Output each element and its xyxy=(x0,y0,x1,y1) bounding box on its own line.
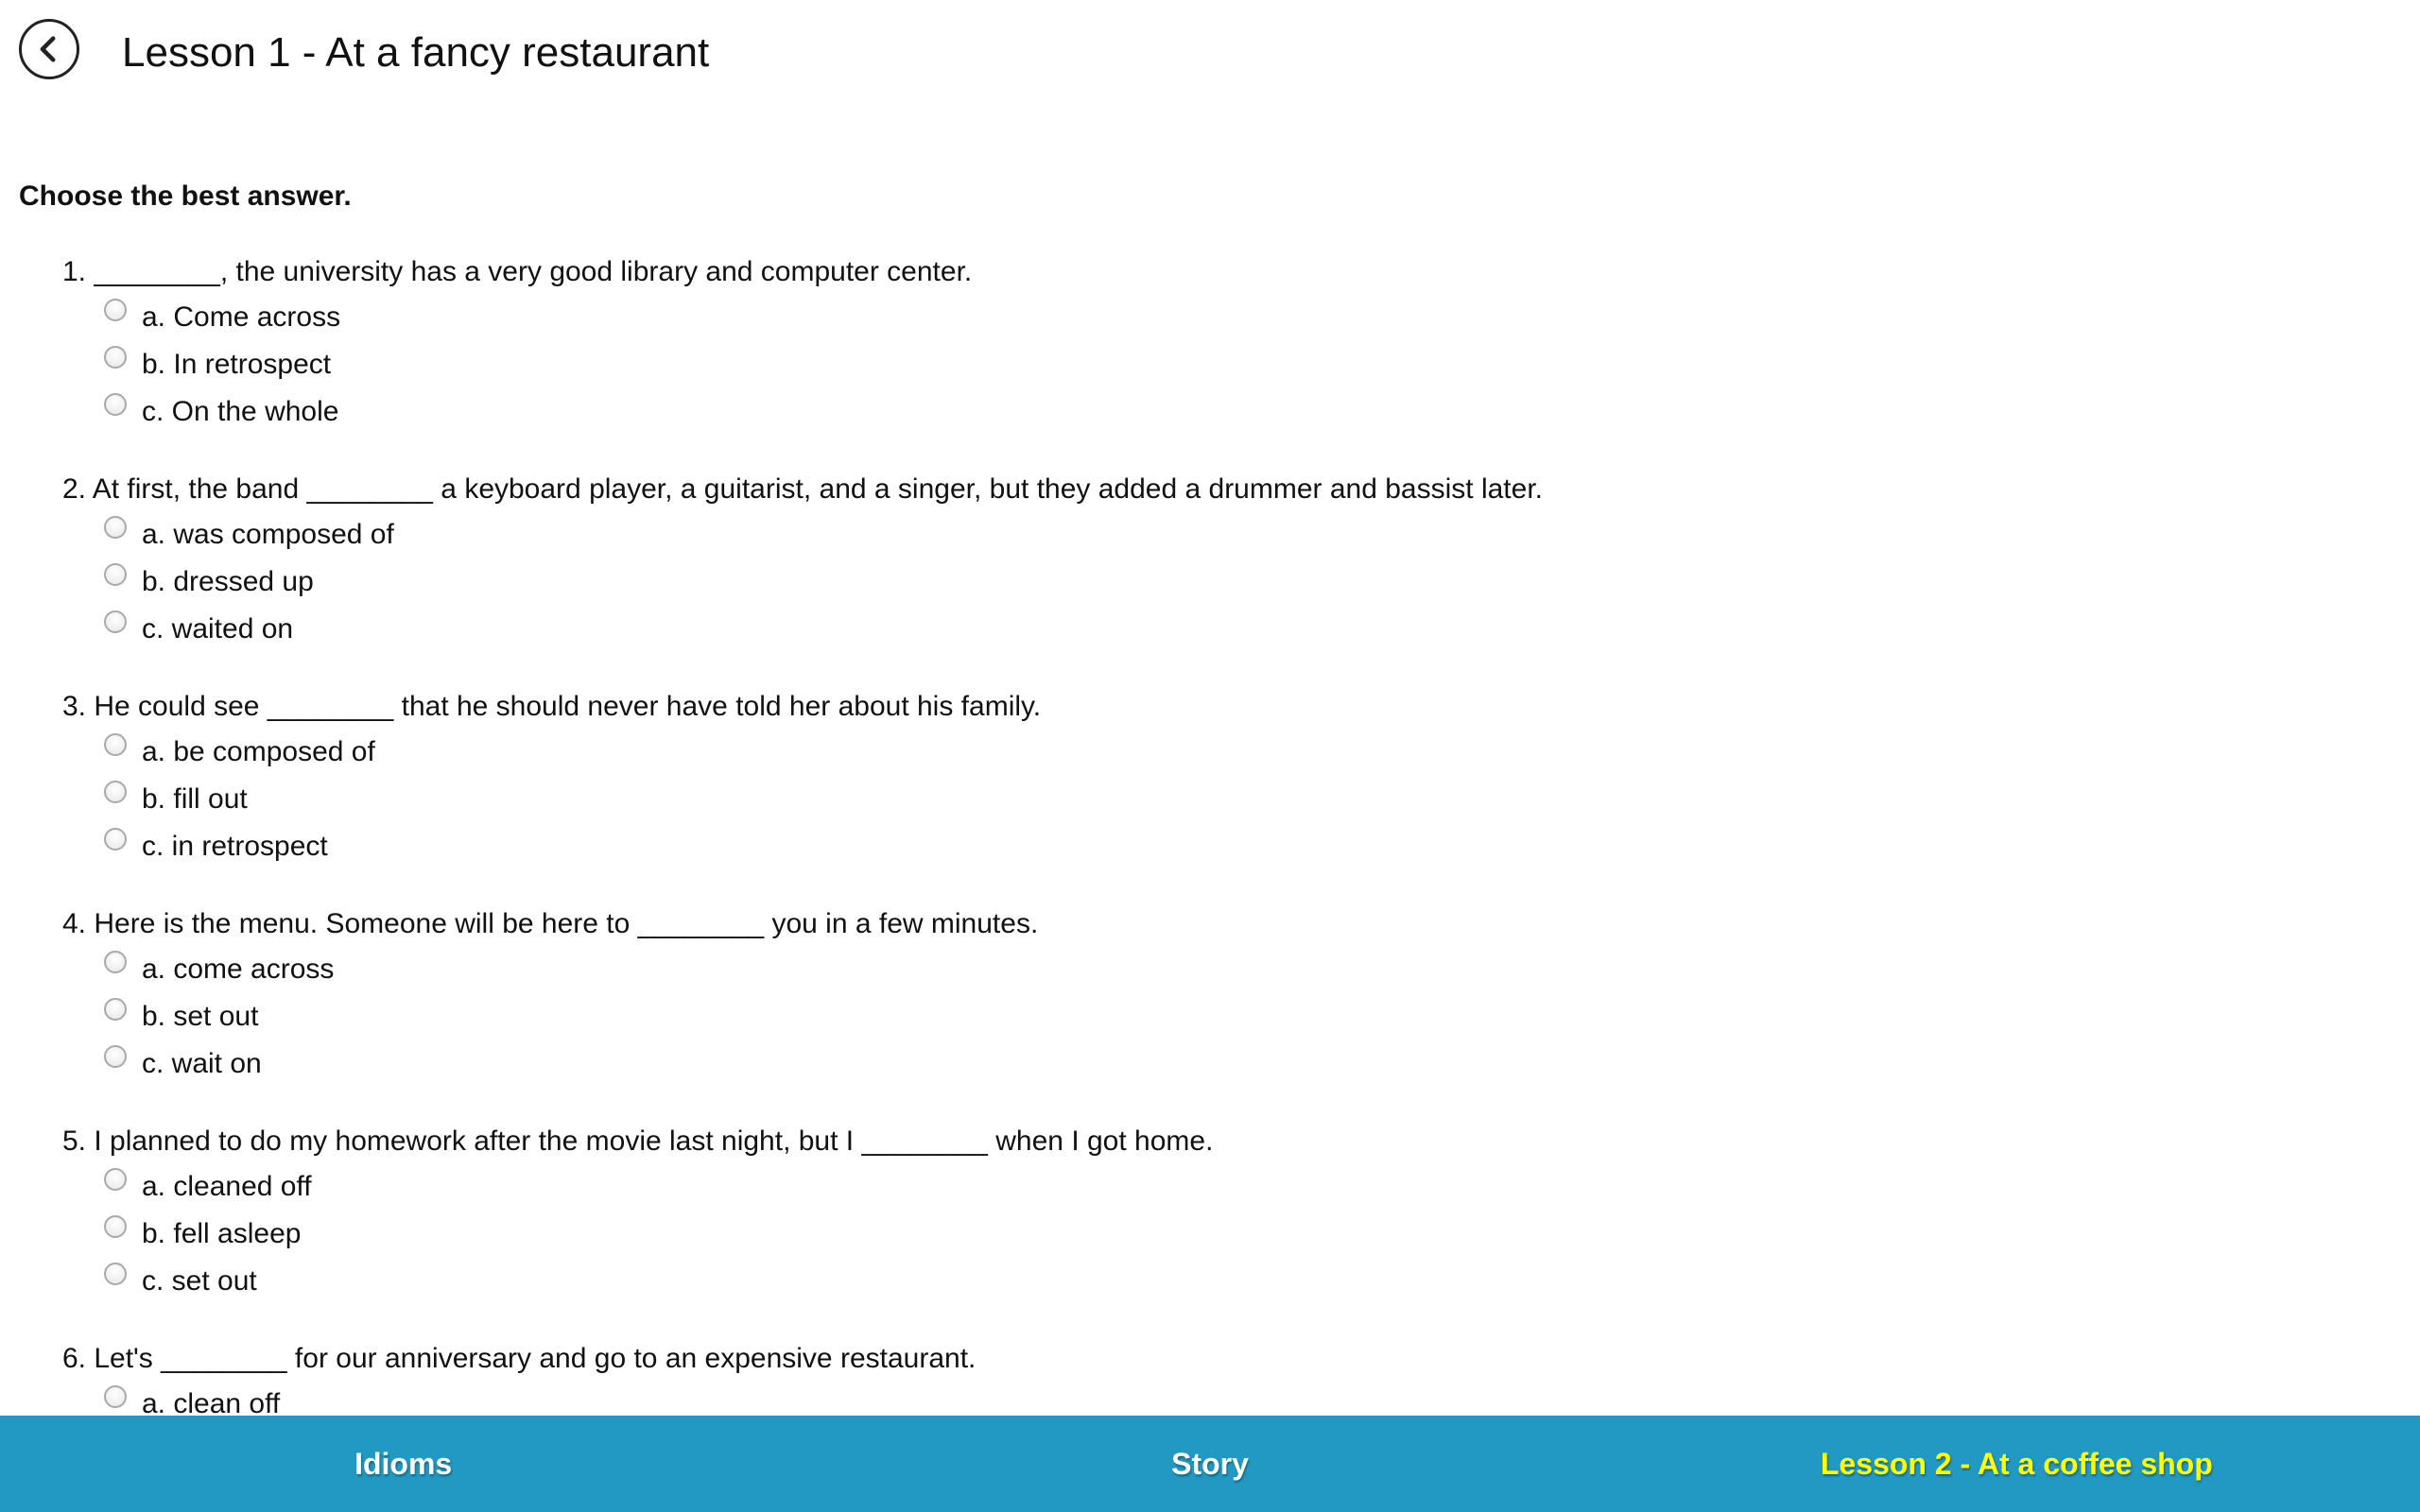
option-label[interactable]: a. come across xyxy=(142,954,335,985)
instructions: Choose the best answer. xyxy=(19,180,352,212)
option-3b[interactable] xyxy=(104,775,1041,822)
option-label[interactable]: a. was composed of xyxy=(142,519,394,550)
option-label[interactable]: c. set out xyxy=(142,1265,257,1297)
radio-button[interactable] xyxy=(104,733,127,756)
radio-button[interactable] xyxy=(104,828,127,850)
option-label[interactable]: b. fell asleep xyxy=(142,1218,302,1249)
question-text: 4. Here is the menu. Someone will be here to ________ you in a few minutes. xyxy=(62,908,1039,939)
option-4b[interactable] xyxy=(104,992,1038,1040)
radio-button[interactable] xyxy=(104,1215,127,1238)
radio-button[interactable] xyxy=(104,563,127,586)
option-label[interactable]: a. Come across xyxy=(142,301,341,333)
bottom-nav xyxy=(0,1416,2420,1512)
question-text: 3. He could see ________ that he should never have told her about his family. xyxy=(62,691,1042,722)
option-5a[interactable] xyxy=(104,1162,1213,1210)
option-label[interactable]: b. dressed up xyxy=(142,566,314,597)
question-3 xyxy=(62,688,1041,869)
radio-button[interactable] xyxy=(104,393,127,416)
page-title: Lesson 1 - At a fancy restaurant xyxy=(122,29,710,76)
option-label[interactable]: c. On the whole xyxy=(142,396,339,427)
radio-button[interactable] xyxy=(104,1385,127,1408)
radio-button[interactable] xyxy=(104,346,127,369)
option-label[interactable]: b. fill out xyxy=(142,783,248,815)
radio-button[interactable] xyxy=(104,1168,127,1191)
option-4c[interactable] xyxy=(104,1040,1038,1087)
question-text: 6. Let's ________ for our anniversary and go to an expensive restaurant. xyxy=(62,1343,977,1374)
radio-button[interactable] xyxy=(104,516,127,539)
option-label[interactable]: a. cleaned off xyxy=(142,1171,312,1202)
radio-button[interactable] xyxy=(104,299,127,321)
option-2b[interactable] xyxy=(104,558,1543,605)
option-label[interactable]: b. In retrospect xyxy=(142,349,332,380)
option-1c[interactable] xyxy=(104,387,972,435)
option-3a[interactable] xyxy=(104,728,1041,775)
nav-idioms[interactable]: Idioms xyxy=(354,1446,453,1481)
option-3c[interactable] xyxy=(104,822,1041,869)
radio-button[interactable] xyxy=(104,998,127,1021)
option-1b[interactable] xyxy=(104,340,972,387)
option-2c[interactable] xyxy=(104,605,1543,652)
question-text: 5. I planned to do my homework after the movie last night, but I ________ when I got home. xyxy=(62,1125,1214,1157)
option-label[interactable]: c. waited on xyxy=(142,613,294,644)
question-text: 2. At first, the band ________ a keyboard player, a guitarist, and a singer, but they added a drummer and bassist later. xyxy=(62,473,1543,505)
option-label[interactable]: a. clean off xyxy=(142,1388,281,1416)
option-4a[interactable] xyxy=(104,945,1038,992)
nav-next-lesson[interactable]: Lesson 2 - At a coffee shop xyxy=(1820,1446,2213,1481)
question-2 xyxy=(62,471,1543,652)
option-label[interactable]: a. be composed of xyxy=(142,736,375,767)
question-4 xyxy=(62,905,1038,1087)
option-label[interactable]: c. wait on xyxy=(142,1048,262,1079)
nav-story[interactable]: Story xyxy=(1171,1446,1249,1481)
radio-button[interactable] xyxy=(104,951,127,973)
option-1a[interactable] xyxy=(104,293,972,340)
question-text: 1. ________, the university has a very good library and computer center. xyxy=(62,256,973,287)
question-5 xyxy=(62,1123,1213,1304)
radio-button[interactable] xyxy=(104,781,127,803)
option-2a[interactable] xyxy=(104,510,1543,558)
radio-button[interactable] xyxy=(104,610,127,633)
radio-button[interactable] xyxy=(104,1045,127,1068)
option-5b[interactable] xyxy=(104,1210,1213,1257)
option-label[interactable]: b. set out xyxy=(142,1001,259,1032)
option-5c[interactable] xyxy=(104,1257,1213,1304)
option-label[interactable]: c. in retrospect xyxy=(142,831,328,862)
question-1 xyxy=(62,253,972,435)
option-6a[interactable] xyxy=(104,1380,976,1416)
question-6 xyxy=(62,1340,976,1416)
radio-button[interactable] xyxy=(104,1263,127,1285)
